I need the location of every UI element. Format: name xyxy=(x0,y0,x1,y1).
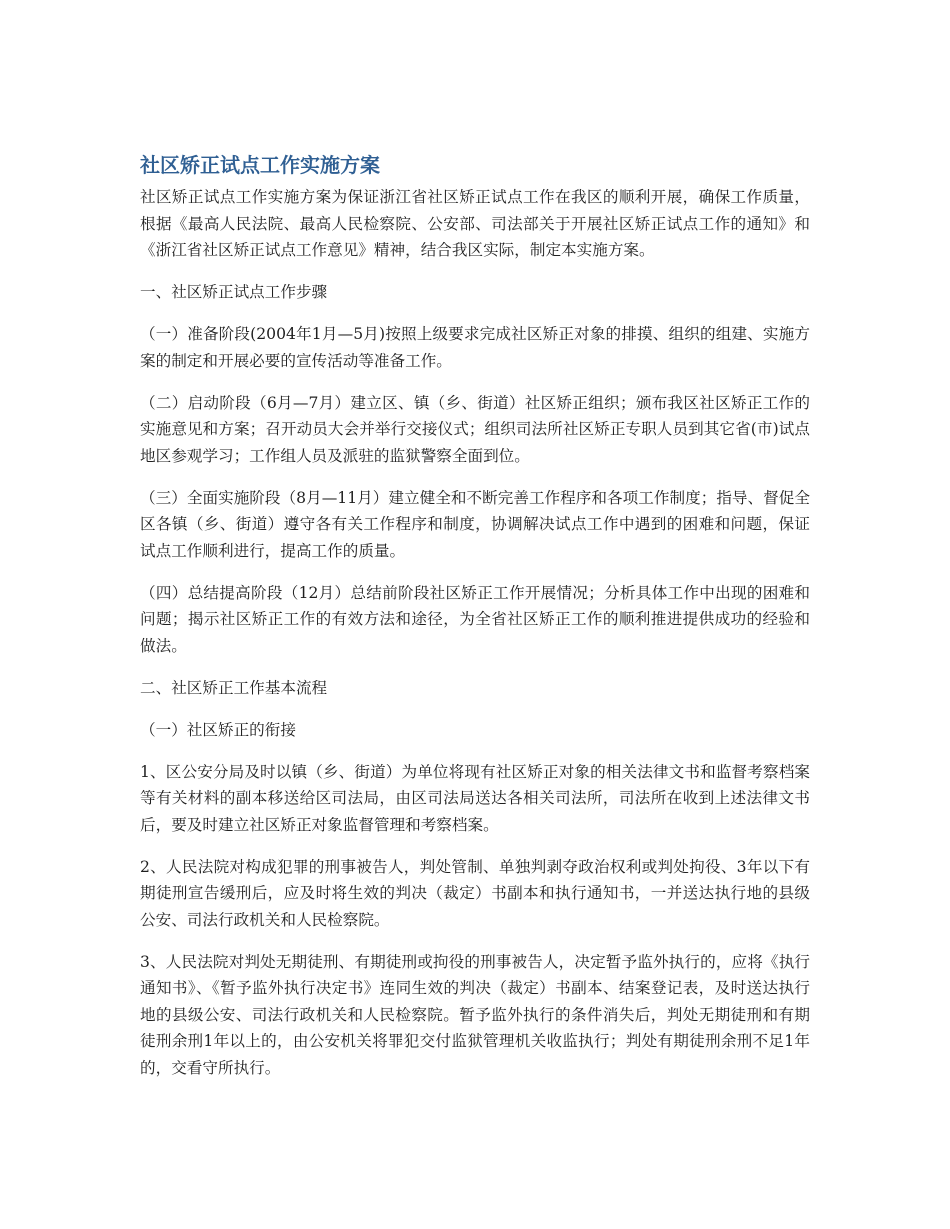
item-1-paragraph: 1、区公安分局及时以镇（乡、街道）为单位将现有社区矫正对象的相关法律文书和监督考察档案等有关材料的副本移送给区司法局，由区司法局送达各相关司法所，司法所在收到上述法律文书后，要及时建立社区矫正对象监督管理和考察档案。 xyxy=(140,762,810,834)
step-implementation-paragraph: （三）全面实施阶段（8月—11月）建立健全和不断完善工作程序和各项工作制度；指导、督促全区各镇（乡、街道）遵守各有关工作程序和制度，协调解决试点工作中遇到的困难和问题，保证试点工作顺利进行，提高工作的质量。 xyxy=(140,488,810,560)
item-2-paragraph: 2、人民法院对构成犯罪的刑事被告人，判处管制、单独判剥夺政治权利或判处拘役、3年以下有期徒刑宣告缓刑后，应及时将生效的判决（裁定）书副本和执行通知书，一并送达执行地的县级公安、司法行政机关和人民检察院。 xyxy=(140,857,810,929)
document-title: 社区矫正试点工作实施方案 xyxy=(140,153,380,177)
section-heading-1: 一、社区矫正试点工作步骤 xyxy=(140,283,328,301)
subsection-heading-1: （一）社区矫正的衔接 xyxy=(140,720,296,739)
item-3-paragraph: 3、人民法院对判处无期徒刑、有期徒刑或拘役的刑事被告人，决定暂予监外执行的，应将《执行通知书》、《暂予监外执行决定书》连同生效的判决（裁定）书副本、结案登记表，及时送达执行地的县级公安、司法行政机关和人民检察院。暂予监外执行的条件消失后，判处无期徒刑和有期徒刑余刑1年以上的，由公安机关将罪犯交付监狱管理机关收监执行；判处有期徒刑余刑不足1年的，交看守所执行。 xyxy=(140,952,810,1077)
section-heading-2: 二、社区矫正工作基本流程 xyxy=(140,678,328,697)
step-summary-paragraph: （四）总结提高阶段（12月）总结前阶段社区矫正工作开展情况；分析具体工作中出现的困难和问题；揭示社区矫正工作的有效方法和途径，为全省社区矫正工作的顺利推进提供成功的经验和做法。 xyxy=(140,583,810,655)
intro-paragraph: 社区矫正试点工作实施方案为保证浙江省社区矫正试点工作在我区的顺利开展，确保工作质量，根据《最高人民法院、最高人民检察院、公安部、司法部关于开展社区矫正试点工作的通知》和《浙江省社区矫正试点工作意见》精神，结合我区实际，制定本实施方案。 xyxy=(140,188,810,259)
document-page xyxy=(140,150,810,1097)
step-launch-paragraph: （二）启动阶段（6月—7月）建立区、镇（乡、街道）社区矫正组织；颁布我区社区矫正工作的实施意见和方案；召开动员大会并举行交接仪式；组织司法所社区矫正专职人员到其它省(市)试点地区参观学习；工作组人员及派驻的监狱警察全面到位。 xyxy=(140,393,810,465)
step-preparation-paragraph: （一）准备阶段(2004年1月—5月)按照上级要求完成社区矫正对象的排摸、组织的组建、实施方案的制定和开展必要的宣传活动等准备工作。 xyxy=(140,325,810,370)
